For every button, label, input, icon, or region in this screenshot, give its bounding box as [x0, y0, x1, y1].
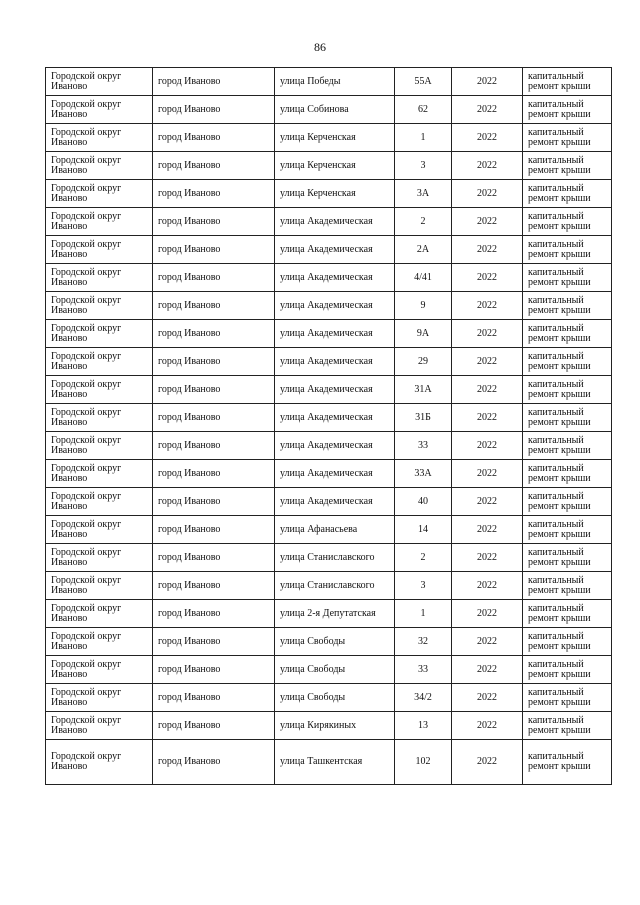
city-cell: город Иваново — [153, 180, 275, 208]
street-cell: улица Свободы — [275, 628, 395, 656]
table-row — [46, 320, 612, 348]
city-cell: город Иваново — [153, 432, 275, 460]
city-cell: город Иваново — [153, 572, 275, 600]
street-cell: улица Академическая — [275, 460, 395, 488]
work-type-cell: капитальный ремонт крыши — [523, 460, 612, 488]
work-type-cell: капитальный ремонт крыши — [523, 544, 612, 572]
work-type-cell: капитальный ремонт крыши — [523, 236, 612, 264]
street-cell: улица Победы — [275, 68, 395, 96]
table-body — [46, 68, 612, 785]
municipality-cell: Городской округ Иваново — [46, 712, 153, 740]
year-cell: 2022 — [452, 628, 523, 656]
house-number-cell: 9А — [395, 320, 452, 348]
house-number-cell: 33 — [395, 432, 452, 460]
table-row — [46, 208, 612, 236]
municipality-cell: Городской округ Иваново — [46, 572, 153, 600]
house-number-cell: 3А — [395, 180, 452, 208]
street-cell: улица Академическая — [275, 236, 395, 264]
city-cell: город Иваново — [153, 292, 275, 320]
city-cell: город Иваново — [153, 544, 275, 572]
work-type-cell: капитальный ремонт крыши — [523, 628, 612, 656]
municipality-cell: Городской округ Иваново — [46, 292, 153, 320]
street-cell: улица Свободы — [275, 684, 395, 712]
work-type-cell: капитальный ремонт крыши — [523, 320, 612, 348]
municipality-cell: Городской округ Иваново — [46, 320, 153, 348]
house-number-cell: 62 — [395, 96, 452, 124]
municipality-cell: Городской округ Иваново — [46, 656, 153, 684]
work-type-cell: капитальный ремонт крыши — [523, 376, 612, 404]
municipality-cell: Городской округ Иваново — [46, 432, 153, 460]
house-number-cell: 2 — [395, 544, 452, 572]
city-cell: город Иваново — [153, 376, 275, 404]
city-cell: город Иваново — [153, 124, 275, 152]
house-number-cell: 3 — [395, 572, 452, 600]
municipality-cell: Городской округ Иваново — [46, 152, 153, 180]
table-row — [46, 180, 612, 208]
house-number-cell: 33А — [395, 460, 452, 488]
street-cell: улица Станиславского — [275, 572, 395, 600]
municipality-cell: Городской округ Иваново — [46, 376, 153, 404]
street-cell: улица Академическая — [275, 320, 395, 348]
page-number: 86 — [314, 40, 326, 54]
municipality-cell: Городской округ Иваново — [46, 488, 153, 516]
year-cell: 2022 — [452, 600, 523, 628]
city-cell: город Иваново — [153, 152, 275, 180]
city-cell: город Иваново — [153, 96, 275, 124]
year-cell: 2022 — [452, 236, 523, 264]
street-cell: улица Академическая — [275, 404, 395, 432]
table-row — [46, 656, 612, 684]
year-cell: 2022 — [452, 68, 523, 96]
work-type-cell: капитальный ремонт крыши — [523, 292, 612, 320]
year-cell: 2022 — [452, 572, 523, 600]
year-cell: 2022 — [452, 180, 523, 208]
work-type-cell: капитальный ремонт крыши — [523, 488, 612, 516]
table-row — [46, 68, 612, 96]
table-row — [46, 572, 612, 600]
work-type-cell: капитальный ремонт крыши — [523, 656, 612, 684]
year-cell: 2022 — [452, 320, 523, 348]
work-type-cell: капитальный ремонт крыши — [523, 348, 612, 376]
city-cell: город Иваново — [153, 600, 275, 628]
city-cell: город Иваново — [153, 460, 275, 488]
house-number-cell: 102 — [395, 740, 452, 785]
house-number-cell: 1 — [395, 600, 452, 628]
municipality-cell: Городской округ Иваново — [46, 236, 153, 264]
table-row — [46, 236, 612, 264]
municipality-cell: Городской округ Иваново — [46, 628, 153, 656]
street-cell: улица Свободы — [275, 656, 395, 684]
house-number-cell: 33 — [395, 656, 452, 684]
street-cell: улица Академическая — [275, 432, 395, 460]
table-row — [46, 348, 612, 376]
work-type-cell: капитальный ремонт крыши — [523, 516, 612, 544]
city-cell: город Иваново — [153, 208, 275, 236]
table-row — [46, 740, 612, 785]
work-type-cell: капитальный ремонт крыши — [523, 96, 612, 124]
year-cell: 2022 — [452, 264, 523, 292]
year-cell: 2022 — [452, 152, 523, 180]
street-cell: улица Академическая — [275, 376, 395, 404]
city-cell: город Иваново — [153, 628, 275, 656]
work-type-cell: капитальный ремонт крыши — [523, 68, 612, 96]
house-number-cell: 31Б — [395, 404, 452, 432]
house-number-cell: 13 — [395, 712, 452, 740]
work-type-cell: капитальный ремонт крыши — [523, 600, 612, 628]
year-cell: 2022 — [452, 96, 523, 124]
year-cell: 2022 — [452, 124, 523, 152]
work-type-cell: капитальный ремонт крыши — [523, 404, 612, 432]
house-number-cell: 4/41 — [395, 264, 452, 292]
municipality-cell: Городской округ Иваново — [46, 460, 153, 488]
work-type-cell: капитальный ремонт крыши — [523, 572, 612, 600]
year-cell: 2022 — [452, 404, 523, 432]
table-row — [46, 404, 612, 432]
city-cell: город Иваново — [153, 236, 275, 264]
year-cell: 2022 — [452, 460, 523, 488]
city-cell: город Иваново — [153, 488, 275, 516]
table-row — [46, 376, 612, 404]
municipality-cell: Городской округ Иваново — [46, 544, 153, 572]
work-type-cell: капитальный ремонт крыши — [523, 124, 612, 152]
table-row — [46, 124, 612, 152]
housing-repair-table — [45, 67, 612, 785]
municipality-cell: Городской округ Иваново — [46, 684, 153, 712]
work-type-cell: капитальный ремонт крыши — [523, 264, 612, 292]
municipality-cell: Городской округ Иваново — [46, 124, 153, 152]
municipality-cell: Городской округ Иваново — [46, 208, 153, 236]
house-number-cell: 2А — [395, 236, 452, 264]
work-type-cell: капитальный ремонт крыши — [523, 208, 612, 236]
street-cell: улица Академическая — [275, 264, 395, 292]
house-number-cell: 55А — [395, 68, 452, 96]
work-type-cell: капитальный ремонт крыши — [523, 712, 612, 740]
house-number-cell: 34/2 — [395, 684, 452, 712]
work-type-cell: капитальный ремонт крыши — [523, 432, 612, 460]
city-cell: город Иваново — [153, 320, 275, 348]
year-cell: 2022 — [452, 740, 523, 785]
municipality-cell: Городской округ Иваново — [46, 516, 153, 544]
municipality-cell: Городской округ Иваново — [46, 264, 153, 292]
table-row — [46, 292, 612, 320]
house-number-cell: 2 — [395, 208, 452, 236]
house-number-cell: 40 — [395, 488, 452, 516]
city-cell: город Иваново — [153, 348, 275, 376]
house-number-cell: 29 — [395, 348, 452, 376]
municipality-cell: Городской округ Иваново — [46, 348, 153, 376]
table-row — [46, 712, 612, 740]
house-number-cell: 3 — [395, 152, 452, 180]
municipality-cell: Городской округ Иваново — [46, 600, 153, 628]
year-cell: 2022 — [452, 488, 523, 516]
year-cell: 2022 — [452, 544, 523, 572]
street-cell: улица Академическая — [275, 292, 395, 320]
city-cell: город Иваново — [153, 516, 275, 544]
house-number-cell: 1 — [395, 124, 452, 152]
street-cell: улица Академическая — [275, 208, 395, 236]
city-cell: город Иваново — [153, 404, 275, 432]
street-cell: улица Керченская — [275, 124, 395, 152]
city-cell: город Иваново — [153, 656, 275, 684]
municipality-cell: Городской округ Иваново — [46, 96, 153, 124]
year-cell: 2022 — [452, 432, 523, 460]
table-row — [46, 628, 612, 656]
city-cell: город Иваново — [153, 740, 275, 785]
table-row — [46, 488, 612, 516]
year-cell: 2022 — [452, 208, 523, 236]
year-cell: 2022 — [452, 656, 523, 684]
municipality-cell: Городской округ Иваново — [46, 404, 153, 432]
street-cell: улица 2-я Депутатская — [275, 600, 395, 628]
house-number-cell: 32 — [395, 628, 452, 656]
year-cell: 2022 — [452, 348, 523, 376]
table-row — [46, 432, 612, 460]
municipality-cell: Городской округ Иваново — [46, 740, 153, 785]
table-row — [46, 684, 612, 712]
table-row — [46, 600, 612, 628]
work-type-cell: капитальный ремонт крыши — [523, 684, 612, 712]
street-cell: улица Академическая — [275, 488, 395, 516]
street-cell: улица Кирякиных — [275, 712, 395, 740]
house-number-cell: 14 — [395, 516, 452, 544]
year-cell: 2022 — [452, 516, 523, 544]
table-row — [46, 152, 612, 180]
work-type-cell: капитальный ремонт крыши — [523, 740, 612, 785]
street-cell: улица Станиславского — [275, 544, 395, 572]
municipality-cell: Городской округ Иваново — [46, 68, 153, 96]
street-cell: улица Керченская — [275, 180, 395, 208]
street-cell: улица Афанасьева — [275, 516, 395, 544]
year-cell: 2022 — [452, 292, 523, 320]
house-number-cell: 9 — [395, 292, 452, 320]
table-row — [46, 460, 612, 488]
year-cell: 2022 — [452, 376, 523, 404]
year-cell: 2022 — [452, 712, 523, 740]
city-cell: город Иваново — [153, 68, 275, 96]
city-cell: город Иваново — [153, 264, 275, 292]
house-number-cell: 31А — [395, 376, 452, 404]
table-row — [46, 96, 612, 124]
street-cell: улица Ташкентская — [275, 740, 395, 785]
street-cell: улица Керченская — [275, 152, 395, 180]
table-row — [46, 544, 612, 572]
city-cell: город Иваново — [153, 712, 275, 740]
city-cell: город Иваново — [153, 684, 275, 712]
work-type-cell: капитальный ремонт крыши — [523, 180, 612, 208]
street-cell: улица Академическая — [275, 348, 395, 376]
table-row — [46, 516, 612, 544]
work-type-cell: капитальный ремонт крыши — [523, 152, 612, 180]
year-cell: 2022 — [452, 684, 523, 712]
street-cell: улица Собинова — [275, 96, 395, 124]
table-row — [46, 264, 612, 292]
municipality-cell: Городской округ Иваново — [46, 180, 153, 208]
